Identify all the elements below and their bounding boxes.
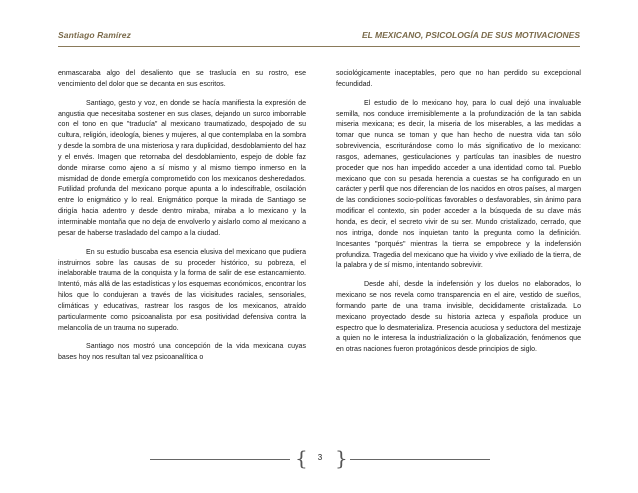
page-footer [150,445,490,473]
header-author: Santiago Ramírez [58,30,131,40]
paragraph: Desde ahí, desde la indefensión y los duelos no elaborados, lo mexicano se nos revela como transparencia en el aire, vestido de sueños, formando parte de una trama invisible, decididamente cristalizada. Lo mexicano proyectado desde su historia azteca y española produce un espectro que lo desmaterializa. Presencia acuciosa y seductora del mestizaje a quien no le interesa la industrialización o la globalización, fenómenos que en otras naciones fueron protagónicos desde principios de siglo. [336,281,581,354]
page-number: 3 [317,453,323,462]
paragraph: Santiago nos mostró una concepción de la vida mexicana cuyas bases hoy nos resultan tal vez psicoanalítica o [58,343,306,362]
text-column-right [336,69,581,364]
footer-brace-close: } [335,446,348,470]
paragraph: enmascaraba algo del desaliento que se traslucía en su rostro, ese vencimiento del dolor que se decanta en sus escritos. [58,70,306,88]
text-column-left [58,69,306,372]
footer-rule-left [150,459,290,460]
paragraph: Santiago, gesto y voz, en donde se hacía manifiesta la expresión de angustia que necesitaba sostener en sus clases, dejando un surco imborrable con el tono en que "traducía" al mexicano traumatizado, despojado de su cultura, religión, ideología, bienes y mujeres, al que contemplaba en la sombra y desde la sombra de una misteriosa y rara duplicidad, desdoblamiento del haz y el envés. Imagen que retornaba del desdoblamiento, espejo de doble faz donde mirarse como ajeno a sí mismo y al mismo tiempo inmerso en la mismidad de donde emergía comprometido con los mexicanos desheredados. Futilidad profunda del mexicano porque apunta a lo indescifrable, oscilación entre lo enigmático y lo real. Enigmático porque la mirada de Santiago se dirigía hacia adentro y desde dentro miraba, miraba a lo mexicano y la interminable montaña que no deja de envolverlo y aislarlo como al mexicano a pesar de haberse trasladado del campo a la ciudad. [58,99,306,237]
paragraph: En su estudio buscaba esa esencia elusiva del mexicano que pudiera instruirnos sobre las causas de su proceder histórico, su pobreza, el inelaborable trauma de la conquista y la forma de salir de ese estancamiento. Intentó, más allá de las estadísticas y los esquemas económicos, encontrar los hilos que lo condujeran a través de las vicisitudes raciales, sensoriales, climáticas y educativas, rastrear los rasgos de los mexicanos, atraído particularmente como psicoanalista por esa positividad defensiva contra la melancolía de un trauma no superado. [58,248,306,332]
footer-brace-open: { [295,446,308,470]
running-header [58,30,580,44]
paragraph: sociológicamente inaceptables, pero que no han perdido su excepcional fecundidad. [336,70,581,88]
paragraph: El estudio de lo mexicano hoy, para lo cual dejó una invaluable semilla, nos conduce irremisiblemente a la profundización de la tan sabida miseria mexicana; es decir, la miseria de los miserables, a las medidas a tomar que nunca se toman y que han hecho de nuestra vida tan sólo sobrevivencia, escriturándose como lo más significativo de lo mexicano: rasgos, ademanes, gesticulaciones y partículas tan inasibles de nuestro proceder que nos han impedido acceder a una identidad como tal. Pueblo mexicano que con su pesada herencia a cuestas se ha configurado en un carácter y perfil que nos diferencian de los nacidos en otros países, al margen de las condiciones socio-políticas favorables o desfavorables, sin ánimo para modificar el contexto, sin poder acceder a la búsqueda de su clave más honda, es decir, el secreto vivir de su ser. Mundo cristalizado, cerrado, que nos intriga, donde nos inquietan tanto la pregunta como la definición. Incesantes "porqués" mientras la tierra se empobrece y la indefensión profundiza. Tragedia del mexicano que ha vivido y vive exiliado de la tierra, de la palabra y de sí mismo, intentando sobrevivir. [336,99,581,270]
header-divider [58,46,580,47]
header-book-title: EL MEXICANO, PSICOLOGÍA DE SUS MOTIVACIONES [361,30,580,40]
footer-rule-right [350,459,490,460]
